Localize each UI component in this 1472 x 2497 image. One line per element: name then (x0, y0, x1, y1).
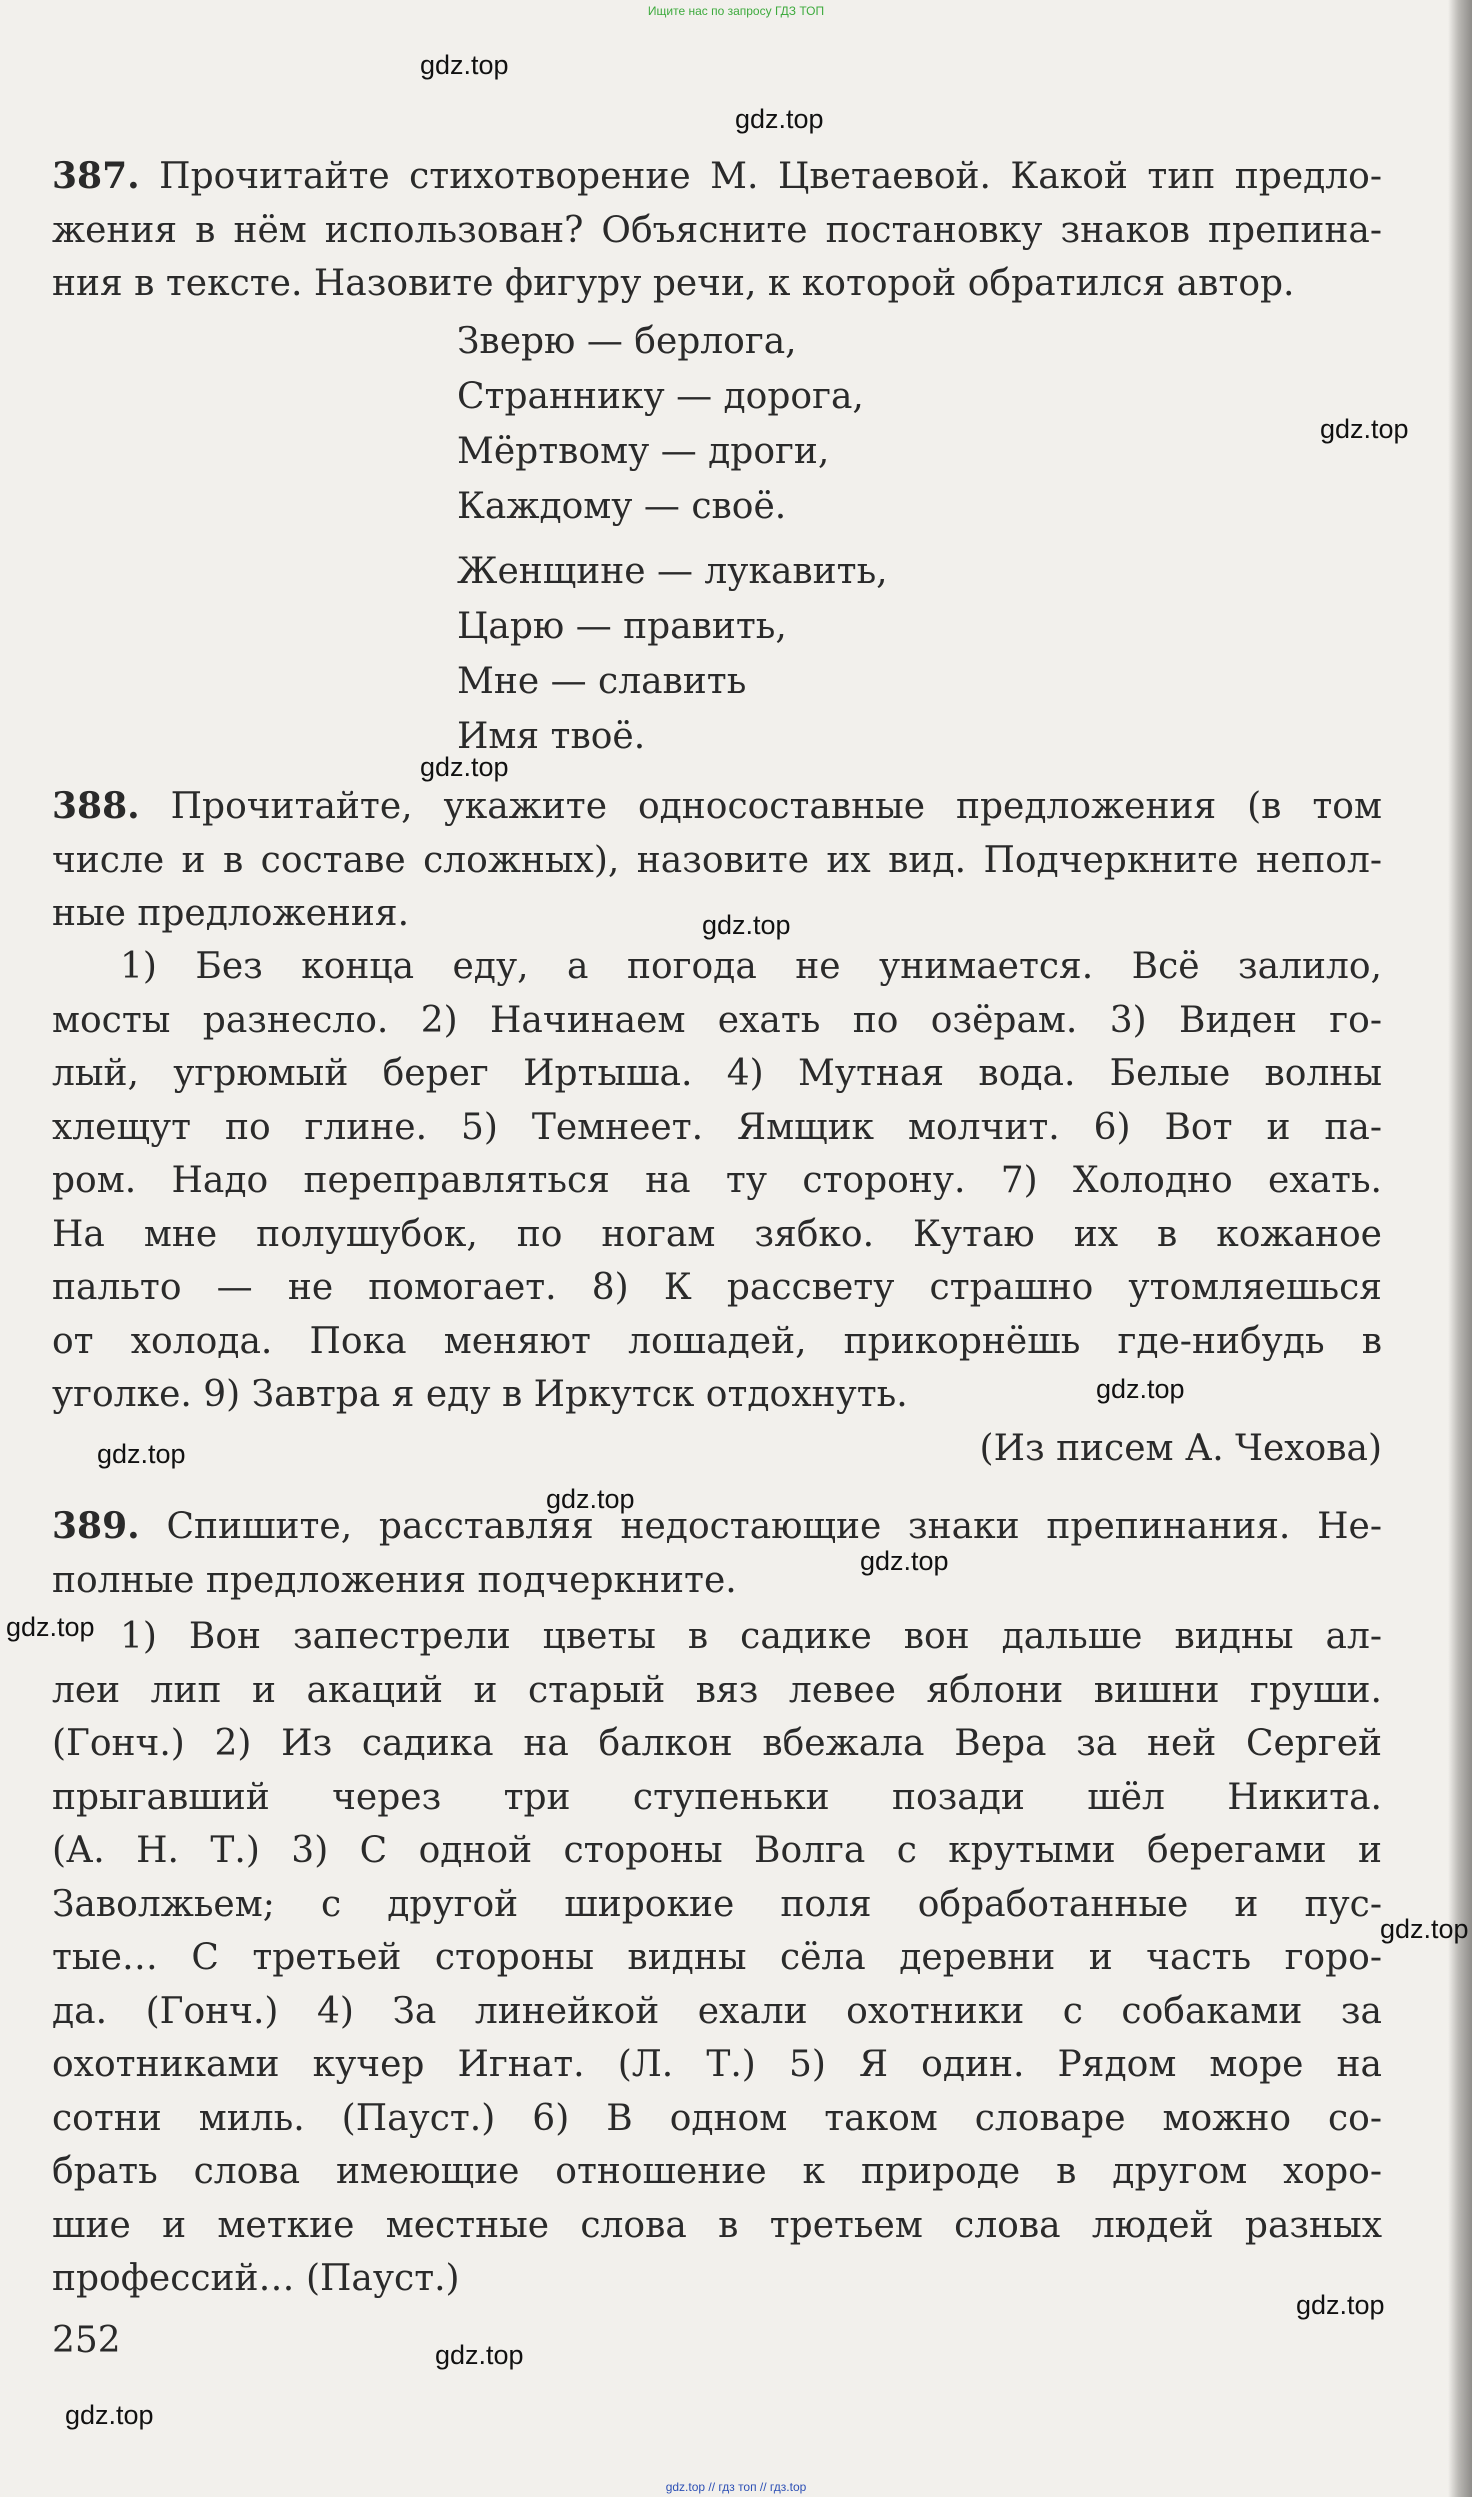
watermark: gdz.top (1380, 1914, 1469, 1944)
watermark: gdz.top (702, 910, 791, 940)
watermark: gdz.top (860, 1546, 949, 1576)
watermark: gdz.top (1320, 414, 1409, 444)
watermark: gdz.top (6, 1612, 95, 1642)
poem-line: Страннику — дорога, (457, 376, 864, 417)
exercise-388-text: 1) Без конца еду, а погода не унимается. Всё залило, мосты разнесло. 2) Начинаем ехать по озёрам. 3) Виден го- лый, угрюмый берег Иртыша. 4) Мутная вода. Белые волны хлещут по глине. 5) Темнеет. Ямщик молчит. 6) Вот и па- ром. Надо переправляться на ту сторону. 7) Холодно ехать. На мне полушубок, по ногам зябко. Кутаю их в кожаное пальто — не помогает. 8) К рассвету страшно утомляешься от холода. Пока меняют лошадей, прикорнёшь где-нибудь в уголке. 9) Завтра я еду в Иркутск отдохнуть. (Из писем А. Чехова) (52, 940, 1382, 1475)
watermark: gdz.top (1296, 2290, 1385, 2320)
poem-line: Мне — славить (457, 661, 747, 702)
watermark: gdz.top (97, 1439, 186, 1469)
watermark: gdz.top (65, 2400, 154, 2430)
source-citation: (Из писем А. Чехова) (979, 1427, 1382, 1469)
page-number: 252 (52, 2320, 121, 2361)
watermark: gdz.top (435, 2340, 524, 2370)
poem-line: Зверю — берлога, (457, 321, 797, 362)
watermark: gdz.top (420, 752, 509, 782)
exercise-number: 389. (52, 1505, 140, 1547)
page-edge-shadow (1448, 0, 1472, 2497)
watermark: gdz.top (735, 104, 824, 134)
bottom-banner: gdz.top // гдз топ // гдз.top (665, 2480, 807, 2494)
exercise-number: 387. (52, 155, 140, 197)
exercise-387-poem (457, 314, 888, 764)
poem-line: Каждому — своё. (457, 486, 787, 527)
exercise-389-task: 389. Спишите, расставляя недостающие знаки препинания. Не- полные предложения подчеркните. (52, 1505, 1382, 1601)
watermark: gdz.top (546, 1484, 635, 1514)
top-banner: Ищите нас по запросу ГДЗ ТОП (647, 4, 825, 18)
exercise-number: 388. (52, 785, 140, 827)
exercise-387-task: 387. Прочитайте стихотворение М. Цветаевой. Какой тип предло- жения в нём использован? Объясните постановку знаков препина- ния в тексте. Назовите фигуру речи, к которой обратился автор. (52, 155, 1382, 304)
poem-line: Мёртвому — дроги, (457, 431, 830, 472)
exercise-389-text: 1) Вон запестрели цветы в садике вон дальше видны ал- леи лип и акаций и старый вяз левее яблони вишни груши. (Гонч.) 2) Из садика на балкон вбежала Вера за ней Сергей прыгавший через три ступеньки позади шёл Никита. (А. Н. Т.) 3) С одной стороны Волга с крутыми берегами и Заволжьем; с другой широкие поля обработанные и пус- тые… С третьей стороны видны сёла деревни и часть горо- да. (Гонч.) 4) За линейкой ехали охотники с собаками за охотниками кучер Игнат. (Л. Т.) 5) Я один. Рядом море на сотни миль. (Пауст.) 6) В одном таком словаре можно со- брать слова имеющие отношение к природе в другом хоро- шие и меткие местные слова в третьем слова людей разных профессий… (Пауст.) (52, 1616, 1382, 2299)
poem-line: Имя твоё. (457, 716, 646, 757)
poem-line: Женщине — лукавить, (457, 551, 888, 592)
exercise-388-task: 388. Прочитайте, укажите односоставные предложения (в том числе и в составе сложных), назовите их вид. Подчеркните непол- ные предложения. (52, 785, 1382, 934)
poem-line: Царю — править, (457, 606, 787, 647)
watermark: gdz.top (420, 50, 509, 80)
watermark: gdz.top (1096, 1374, 1185, 1404)
